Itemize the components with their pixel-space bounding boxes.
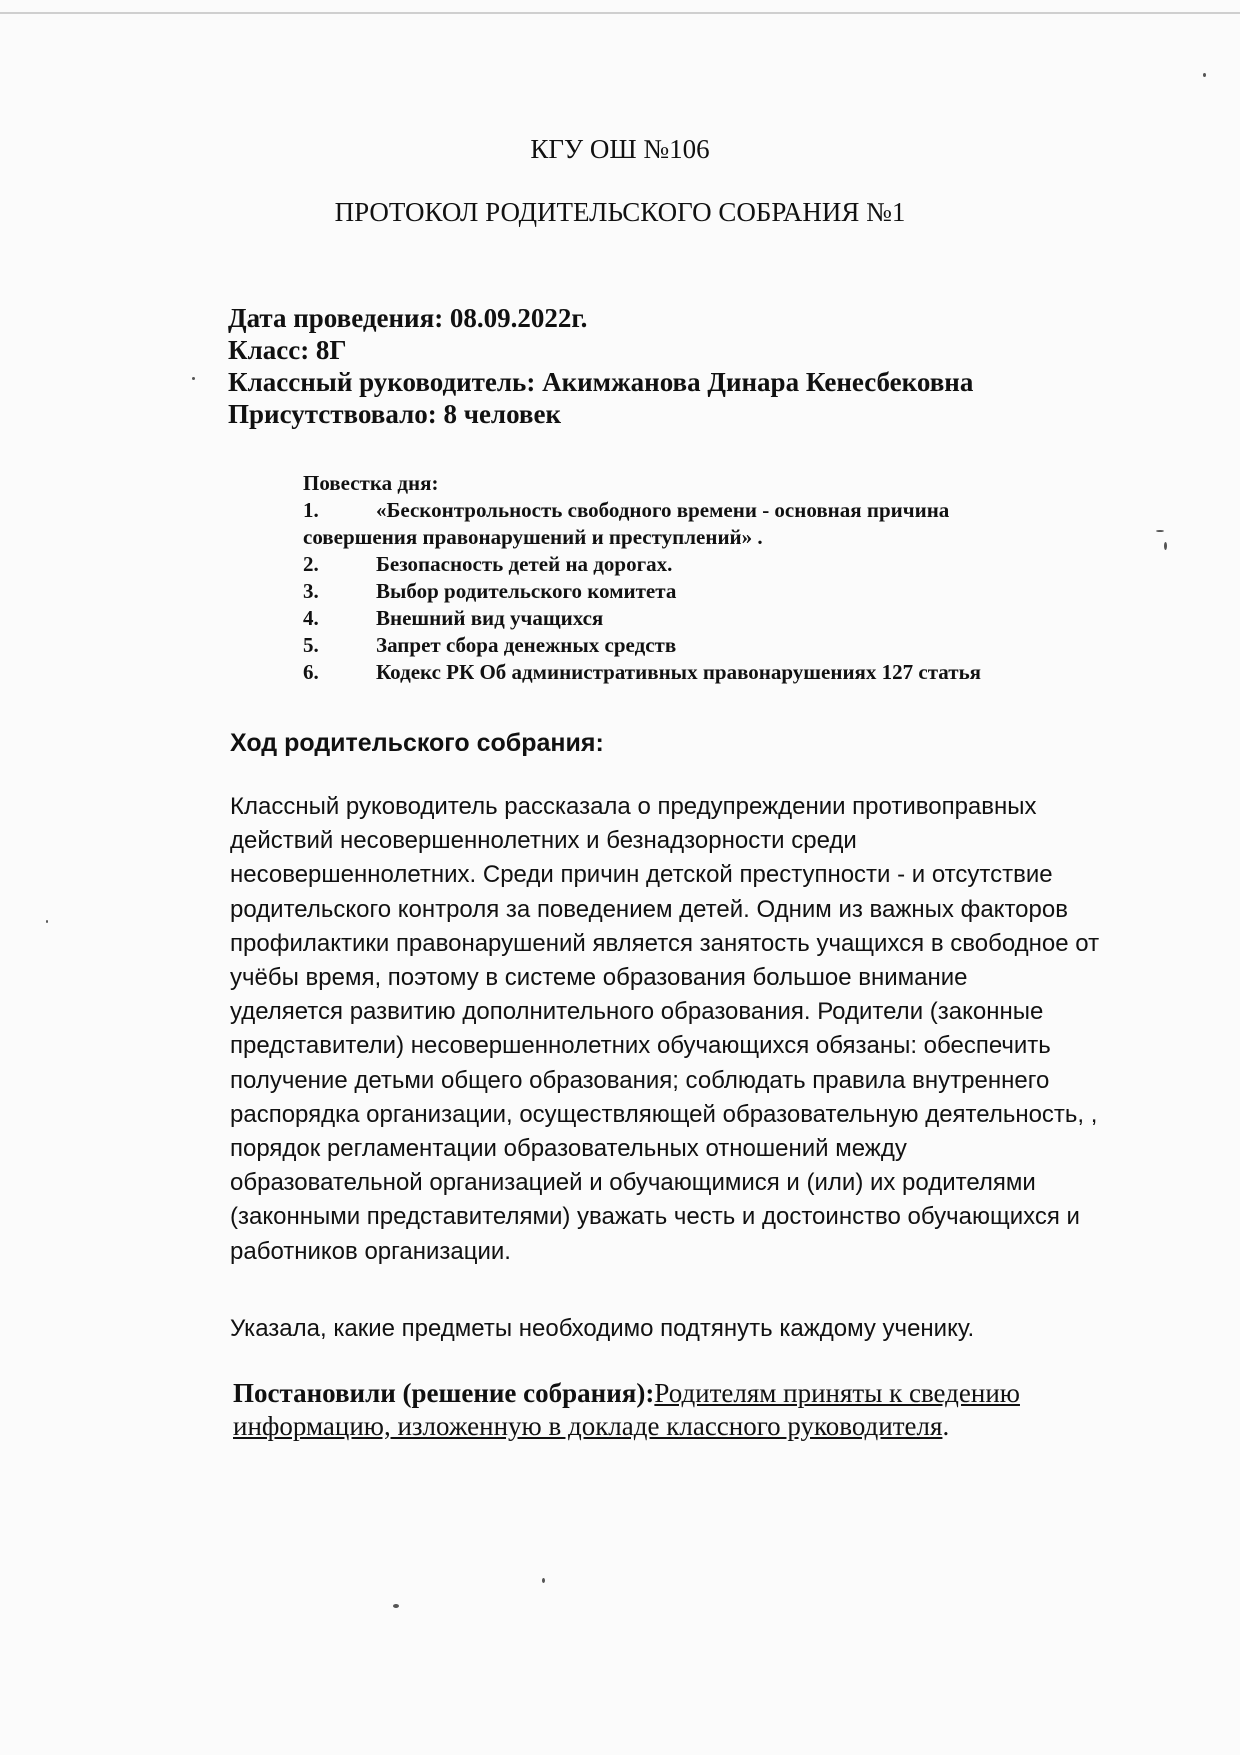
agenda-item-number: 2. xyxy=(303,552,319,576)
class-teacher: Классный руководитель: Акимжанова Динара Кенесбековна xyxy=(228,367,974,397)
agenda-item xyxy=(303,497,1143,524)
scan-top-edge xyxy=(0,12,1240,14)
agenda-item-number: 1. xyxy=(303,498,319,522)
paragraph-line: (законными представителями) уважать честь и достоинство обучающихся и xyxy=(230,1203,1080,1231)
scan-speck xyxy=(1164,542,1167,550)
agenda-item-text: Выбор родительского комитета xyxy=(376,579,677,603)
attendance: Присутствовало: 8 человек xyxy=(228,399,562,429)
subjects-note: Указала, какие предметы необходимо подтянуть каждому ученику. xyxy=(230,1315,975,1342)
agenda-item-number: 5. xyxy=(303,633,319,657)
decision-text-line-2: информацию, изложенную в докладе классного руководителя xyxy=(233,1411,943,1441)
agenda-item-text: Кодекс РК Об административных правонарушениях 127 статья xyxy=(376,660,982,684)
agenda-item xyxy=(303,551,1143,578)
school-name: КГУ ОШ №106 xyxy=(530,134,710,164)
scan-speck xyxy=(393,1604,399,1608)
paragraph-line: распорядка организации, осуществляющей образовательную деятельность, , xyxy=(230,1100,1098,1128)
agenda-item-number: 6. xyxy=(303,660,319,684)
agenda-item xyxy=(303,605,1143,632)
meeting-info xyxy=(228,302,973,430)
agenda-heading: Повестка дня: xyxy=(303,471,439,495)
paragraph-line: действий несовершеннолетних и безнадзорности среди xyxy=(230,827,857,855)
paragraph-line: получение детьми общего образования; соблюдать правила внутреннего xyxy=(230,1066,1050,1094)
agenda xyxy=(303,470,1143,686)
paragraph-line: порядок регламентации образовательных отношений между xyxy=(230,1135,907,1163)
meeting-course-text xyxy=(230,790,1220,1269)
agenda-item-text: Внешний вид учащихся xyxy=(376,606,604,630)
scan-speck xyxy=(46,920,48,923)
meeting-class: Класс: 8Г xyxy=(228,335,347,365)
paragraph-line: представители) несовершеннолетних обучающихся обязаны: обеспечить xyxy=(230,1032,1051,1060)
agenda-item xyxy=(303,632,1143,659)
paragraph-line: образовательной организацией и обучающимися и (или) их родителями xyxy=(230,1169,1036,1197)
agenda-item xyxy=(303,659,1143,686)
scan-speck xyxy=(1203,73,1206,77)
meeting-course-heading: Ход родительского собрания: xyxy=(230,729,604,757)
scan-speck xyxy=(542,1578,545,1583)
agenda-item-text: Безопасность детей на дорогах. xyxy=(376,552,673,576)
document-title: ПРОТОКОЛ РОДИТЕЛЬСКОГО СОБРАНИЯ №1 xyxy=(334,197,906,227)
paragraph-line: профилактики правонарушений является занятость учащихся в свободное от xyxy=(230,929,1100,957)
agenda-item-number: 4. xyxy=(303,606,319,630)
agenda-item xyxy=(303,578,1143,605)
paragraph-line: Классный руководитель рассказала о предупреждении противоправных xyxy=(230,793,1037,820)
decision-label: Постановили (решение собрания): xyxy=(233,1378,655,1408)
scan-speck xyxy=(1156,530,1164,532)
decision-block xyxy=(233,1377,1223,1443)
scan-speck xyxy=(192,377,195,380)
decision-text-line-1: Родителям приняты к сведению xyxy=(654,1378,1020,1408)
agenda-item-text: «Бесконтрольность свободного времени - основная причина xyxy=(376,498,950,522)
agenda-item-text: Запрет сбора денежных средств xyxy=(376,633,677,657)
paragraph-line: учёбы время, поэтому в системе образования большое внимание xyxy=(230,964,968,992)
paragraph-line: работников организации. xyxy=(230,1237,511,1265)
agenda-item-number: 3. xyxy=(303,579,319,603)
agenda-item-continuation: совершения правонарушений и преступлений» . xyxy=(303,525,763,549)
paragraph-line: родительского контроля за поведением детей. Одним из важных факторов xyxy=(230,895,1068,923)
paragraph-line: несовершеннолетних. Среди причин детской преступности - и отсутствие xyxy=(230,861,1053,889)
decision-period: . xyxy=(942,1411,950,1441)
meeting-date: Дата проведения: 08.09.2022г. xyxy=(228,303,588,333)
paragraph-line: уделяется развитию дополнительного образования. Родители (законные xyxy=(230,998,1044,1026)
